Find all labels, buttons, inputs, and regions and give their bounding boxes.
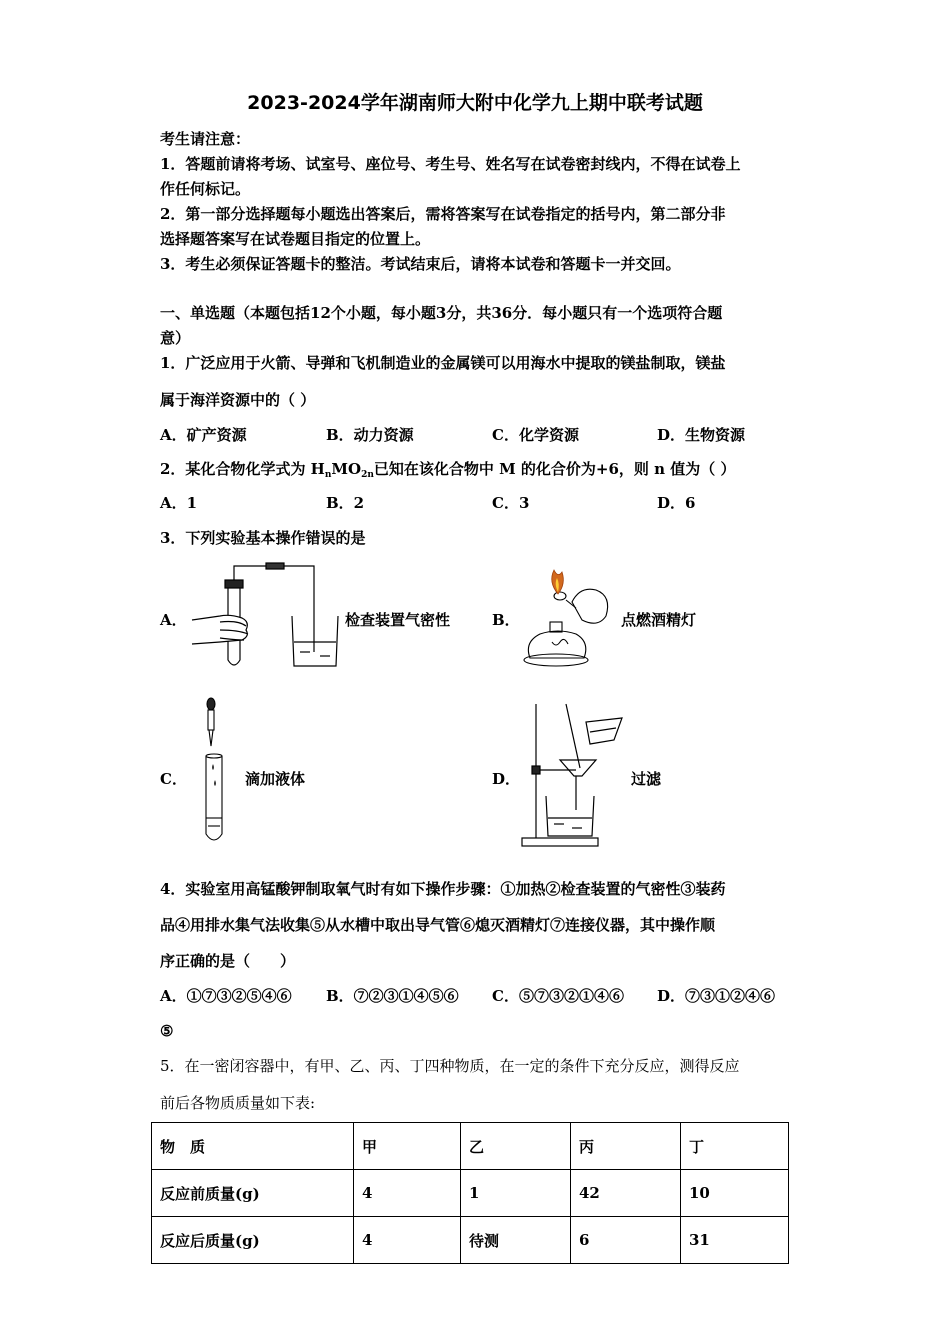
q1-stem-wrap: 属于海洋资源中的（ ） xyxy=(160,391,316,409)
q2-subscript: n xyxy=(324,470,332,480)
table-cell: 物 质 xyxy=(152,1123,354,1170)
q5-stem-wrap: 前后各物质质量如下表: xyxy=(160,1094,316,1112)
notice-line: 2．第一部分选择题每小题选出答案后，需将答案写在试卷指定的括号内，第二部分非 xyxy=(160,205,726,223)
table-header-row xyxy=(152,1123,789,1170)
section-heading: 一、单选题（本题包括12个小题，每小题3分，共36分．每小题只有一个选项符合题 xyxy=(160,304,723,322)
table-cell: 乙 xyxy=(461,1123,571,1170)
table-cell: 6 xyxy=(571,1217,681,1264)
q1-stem: 1．广泛应用于火箭、导弹和飞机制造业的金属镁可以用海水中提取的镁盐制取，镁盐 xyxy=(160,354,726,372)
q2-subscript: 2n xyxy=(361,470,374,480)
table-cell: 反应后质量(g) xyxy=(152,1217,354,1264)
q1-option-d: D．生物资源 xyxy=(657,426,746,444)
section-heading-wrap: 意） xyxy=(160,329,191,347)
q2-option-c: C．3 xyxy=(492,494,530,512)
notice-line: 1．答题前请将考场、试室号、座位号、考生号、姓名写在试卷密封线内，不得在试卷上 xyxy=(160,155,741,173)
airtightness-check-figure xyxy=(190,560,340,672)
q3-option-d-caption: 过滤 xyxy=(631,770,662,788)
q2-stem xyxy=(160,458,736,479)
q3-option-c-letter: C． xyxy=(160,770,187,788)
q2-option-b: B．2 xyxy=(326,494,365,512)
table-cell: 甲 xyxy=(354,1123,461,1170)
filtration-figure xyxy=(520,700,630,848)
q3-option-b-caption: 点燃酒精灯 xyxy=(621,611,697,629)
alcohol-lamp-figure xyxy=(520,562,620,670)
table-cell: 4 xyxy=(354,1170,461,1217)
q4-stem-wrap: 序正确的是（ ） xyxy=(160,952,296,970)
q4-option-d: D．⑦③①②④⑥ xyxy=(657,987,776,1005)
table-cell: 丙 xyxy=(571,1123,681,1170)
q2-text: MO xyxy=(331,460,362,478)
q2-option-d: D．6 xyxy=(657,494,696,512)
q3-option-b-letter: B． xyxy=(492,611,520,629)
q4-option-d-wrap: ⑤ xyxy=(160,1022,174,1040)
table-cell: 4 xyxy=(354,1217,461,1264)
q2-text: 已知在该化合物中 M 的化合价为+6，则 n 值为（ ） xyxy=(373,460,736,478)
notice-line: 作任何标记。 xyxy=(160,180,251,198)
notice-line: 选择题答案写在试卷题目指定的位置上。 xyxy=(160,230,431,248)
table-cell: 待测 xyxy=(461,1217,571,1264)
table-cell: 丁 xyxy=(681,1123,789,1170)
table-cell: 42 xyxy=(571,1170,681,1217)
q3-option-d-letter: D． xyxy=(492,770,521,788)
q4-stem: 4．实验室用高锰酸钾制取氧气时有如下操作步骤：①加热②检查装置的气密性③装药 xyxy=(160,880,726,898)
q3-option-c-caption: 滴加液体 xyxy=(245,770,306,788)
q3-stem: 3．下列实验基本操作错误的是 xyxy=(160,529,366,547)
dropper-figure xyxy=(196,694,236,846)
page-title: 2023-2024学年湖南师大附中化学九上期中联考试题 xyxy=(247,92,703,114)
table-cell: 1 xyxy=(461,1170,571,1217)
q1-option-b: B．动力资源 xyxy=(326,426,414,444)
q3-option-a-letter: A． xyxy=(160,611,187,629)
table-cell: 31 xyxy=(681,1217,789,1264)
q1-option-c: C．化学资源 xyxy=(492,426,579,444)
q2-option-a: A．1 xyxy=(160,494,198,512)
table-cell: 10 xyxy=(681,1170,789,1217)
q5-stem: 5．在一密闭容器中，有甲、乙、丙、丁四种物质，在一定的条件下充分反应，测得反应 xyxy=(160,1057,740,1075)
q4-stem-wrap: 品④用排水集气法收集⑤从水槽中取出导气管⑥熄灭酒精灯⑦连接仪器，其中操作顺 xyxy=(160,916,716,934)
notice-heading: 考生请注意： xyxy=(160,130,251,148)
table-row xyxy=(152,1217,789,1264)
mass-table xyxy=(151,1122,789,1264)
table-row xyxy=(152,1170,789,1217)
notice-line: 3．考生必须保证答题卡的整洁。考试结束后，请将本试卷和答题卡一并交回。 xyxy=(160,255,681,273)
q4-option-a: A．①⑦③②⑤④⑥ xyxy=(160,987,292,1005)
q4-option-c: C．⑤⑦③②①④⑥ xyxy=(492,987,624,1005)
q1-option-a: A．矿产资源 xyxy=(160,426,247,444)
table-cell: 反应前质量(g) xyxy=(152,1170,354,1217)
q4-option-b: B．⑦②③①④⑤⑥ xyxy=(326,987,459,1005)
q2-text: 2．某化合物化学式为 H xyxy=(160,460,325,478)
q3-option-a-caption: 检查装置气密性 xyxy=(345,611,451,629)
